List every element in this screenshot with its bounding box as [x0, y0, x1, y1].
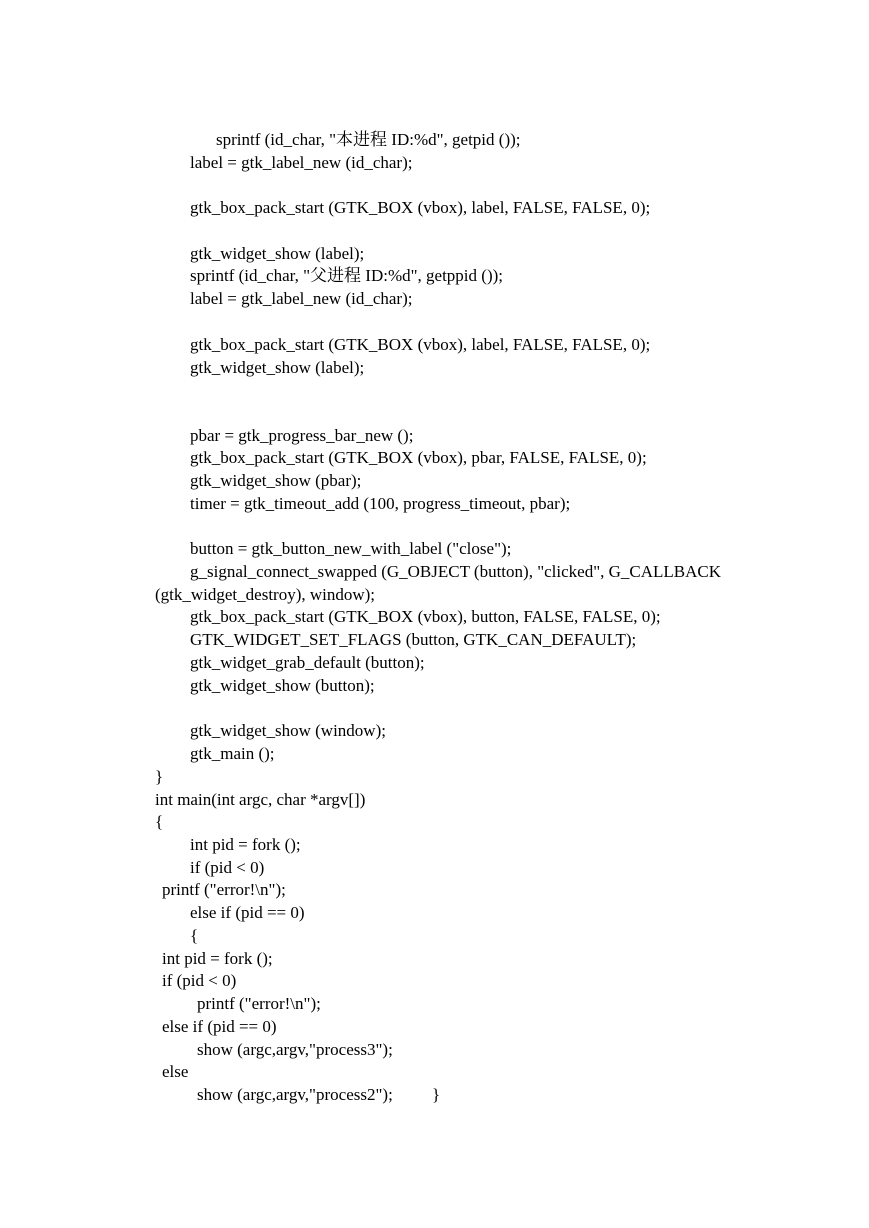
code-line: gtk_box_pack_start (GTK_BOX (vbox), button, FALSE, FALSE, 0); [190, 607, 661, 626]
code-line: g_signal_connect_swapped (G_OBJECT (button), "clicked", G_CALLBACK [190, 562, 722, 581]
code-line: gtk_main (); [190, 744, 275, 763]
code-line: { [190, 926, 199, 945]
code-line: gtk_widget_show (button); [190, 676, 375, 695]
code-line: gtk_box_pack_start (GTK_BOX (vbox), label, FALSE, FALSE, 0); [190, 335, 651, 354]
code-line: sprintf (id_char, "本进程 ID:%d", getpid ()); [216, 130, 521, 149]
code-line: gtk_widget_show (label); [190, 358, 365, 377]
code-line: if (pid < 0) [190, 858, 265, 877]
code-line: } [155, 767, 164, 786]
code-line: show (argc,argv,"process2"); [197, 1085, 393, 1104]
code-line: int pid = fork (); [190, 835, 301, 854]
code-line: label = gtk_label_new (id_char); [190, 289, 413, 308]
code-line: int main(int argc, char *argv[]) [155, 790, 366, 809]
code-line: gtk_widget_show (window); [190, 721, 386, 740]
code-line: gtk_box_pack_start (GTK_BOX (vbox), label, FALSE, FALSE, 0); [190, 198, 651, 217]
code-line: show (argc,argv,"process3"); [197, 1040, 393, 1059]
code-line: gtk_widget_show (pbar); [190, 471, 362, 490]
code-line: else if (pid == 0) [190, 903, 305, 922]
code-line: if (pid < 0) [162, 971, 237, 990]
code-line: gtk_box_pack_start (GTK_BOX (vbox), pbar, FALSE, FALSE, 0); [190, 448, 647, 467]
code-line: pbar = gtk_progress_bar_new (); [190, 426, 414, 445]
code-line: (gtk_widget_destroy), window); [155, 585, 376, 604]
code-line: else [162, 1062, 189, 1081]
code-line: printf ("error!\n"); [162, 880, 286, 899]
code-line: int pid = fork (); [162, 949, 273, 968]
code-line: { [155, 812, 164, 831]
code-line: button = gtk_button_new_with_label ("close"); [190, 539, 512, 558]
code-line: gtk_widget_show (label); [190, 244, 365, 263]
code-line: else if (pid == 0) [162, 1017, 277, 1036]
code-line: gtk_widget_grab_default (button); [190, 653, 425, 672]
code-line: sprintf (id_char, "父进程 ID:%d", getppid ()); [190, 266, 503, 285]
code-line: timer = gtk_timeout_add (100, progress_timeout, pbar); [190, 494, 571, 513]
code-line: label = gtk_label_new (id_char); [190, 153, 413, 172]
code-line: printf ("error!\n"); [197, 994, 321, 1013]
closing-brace: } [432, 1085, 441, 1104]
code-line: GTK_WIDGET_SET_FLAGS (button, GTK_CAN_DEFAULT); [190, 630, 637, 649]
